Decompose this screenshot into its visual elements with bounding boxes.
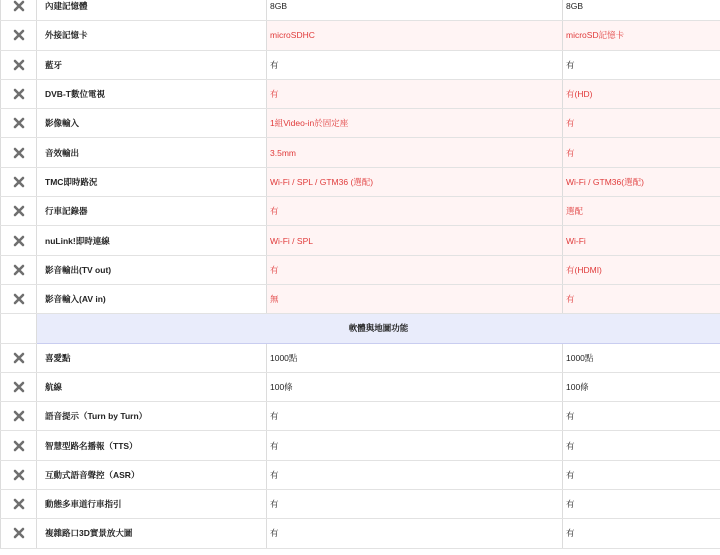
table-row — [1, 138, 720, 167]
spec-table-body — [1, 0, 720, 548]
remove-row-cell — [1, 343, 37, 372]
spec-value-product-a: 有 — [267, 79, 563, 108]
spec-label: 智慧型路名播報（TTS） — [37, 431, 267, 460]
remove-row-cell — [1, 79, 37, 108]
remove-row-cell — [1, 284, 37, 313]
spec-value-product-a: Wi-Fi / SPL / GTM36 (選配) — [267, 167, 563, 196]
spec-label: 喜愛點 — [37, 343, 267, 372]
remove-row-cell — [1, 314, 37, 343]
remove-row-cell — [1, 138, 37, 167]
table-row — [1, 21, 720, 50]
close-x-icon[interactable] — [13, 527, 25, 539]
spec-value-product-a: 有 — [267, 197, 563, 226]
close-x-icon[interactable] — [13, 29, 25, 41]
table-row — [1, 50, 720, 79]
close-x-icon[interactable] — [13, 205, 25, 217]
close-x-icon[interactable] — [13, 381, 25, 393]
spec-label: 行車記錄器 — [37, 197, 267, 226]
close-x-icon[interactable] — [13, 352, 25, 364]
spec-value-product-a: 8GB — [267, 0, 563, 21]
table-row — [1, 519, 720, 548]
remove-row-cell — [1, 402, 37, 431]
spec-value-product-b: 有 — [563, 490, 720, 519]
spec-value-product-b: 有 — [563, 109, 720, 138]
spec-value-product-b: microSD記憶卡 — [563, 21, 720, 50]
remove-row-cell — [1, 197, 37, 226]
spec-label: 影像輸入 — [37, 109, 267, 138]
close-x-icon[interactable] — [13, 59, 25, 71]
remove-row-cell — [1, 21, 37, 50]
spec-value-product-a: 100條 — [267, 372, 563, 401]
spec-value-product-b: 有 — [563, 402, 720, 431]
spec-value-product-b: 有 — [563, 460, 720, 489]
spec-value-product-b: 選配 — [563, 197, 720, 226]
table-row — [1, 197, 720, 226]
close-x-icon[interactable] — [13, 235, 25, 247]
spec-value-product-a: 有 — [267, 402, 563, 431]
close-x-icon[interactable] — [13, 410, 25, 422]
close-x-icon[interactable] — [13, 440, 25, 452]
spec-label: DVB-T數位電視 — [37, 79, 267, 108]
table-row — [1, 226, 720, 255]
spec-value-product-b: 8GB — [563, 0, 720, 21]
remove-row-cell — [1, 372, 37, 401]
table-row — [1, 372, 720, 401]
spec-value-product-b: 有(HDMI) — [563, 255, 720, 284]
close-x-icon[interactable] — [13, 176, 25, 188]
spec-value-product-b: 有 — [563, 431, 720, 460]
table-row — [1, 109, 720, 138]
table-row — [1, 460, 720, 489]
spec-label: 互動式語音聲控（ASR） — [37, 460, 267, 489]
spec-label: 動態多車道行車指引 — [37, 490, 267, 519]
spec-label: 語音提示（Turn by Turn） — [37, 402, 267, 431]
table-row — [1, 284, 720, 313]
close-x-icon[interactable] — [13, 469, 25, 481]
section-header-row — [1, 314, 720, 343]
spec-value-product-b: 100條 — [563, 372, 720, 401]
spec-label: 內建記憶體 — [37, 0, 267, 21]
spec-value-product-b: 有(HD) — [563, 79, 720, 108]
spec-label: 外接記憶卡 — [37, 21, 267, 50]
close-x-icon[interactable] — [13, 264, 25, 276]
spec-label: 複雜路口3D實景放大圖 — [37, 519, 267, 548]
spec-value-product-a: 有 — [267, 50, 563, 79]
spec-value-product-b: Wi-Fi / GTM36(選配) — [563, 167, 720, 196]
spec-label: 藍牙 — [37, 50, 267, 79]
spec-label: 航線 — [37, 372, 267, 401]
table-row — [1, 79, 720, 108]
spec-value-product-b: 有 — [563, 519, 720, 548]
spec-value-product-a: 3.5mm — [267, 138, 563, 167]
table-row — [1, 167, 720, 196]
table-row — [1, 343, 720, 372]
spec-value-product-b: 有 — [563, 50, 720, 79]
close-x-icon[interactable] — [13, 88, 25, 100]
remove-row-cell — [1, 255, 37, 284]
remove-row-cell — [1, 0, 37, 21]
close-x-icon[interactable] — [13, 498, 25, 510]
spec-label: TMC即時路況 — [37, 167, 267, 196]
spec-value-product-b: Wi-Fi — [563, 226, 720, 255]
spec-value-product-b: 1000點 — [563, 343, 720, 372]
remove-row-cell — [1, 431, 37, 460]
section-title: 軟體與地圖功能 — [37, 314, 720, 343]
close-x-icon[interactable] — [13, 147, 25, 159]
spec-value-product-b: 有 — [563, 138, 720, 167]
table-row — [1, 0, 720, 21]
remove-row-cell — [1, 490, 37, 519]
spec-value-product-b: 有 — [563, 284, 720, 313]
remove-row-cell — [1, 519, 37, 548]
spec-value-product-a: 1000點 — [267, 343, 563, 372]
remove-row-cell — [1, 226, 37, 255]
table-row — [1, 431, 720, 460]
remove-row-cell — [1, 460, 37, 489]
spec-value-product-a: 有 — [267, 431, 563, 460]
table-row — [1, 490, 720, 519]
spec-value-product-a: Wi-Fi / SPL — [267, 226, 563, 255]
close-x-icon[interactable] — [13, 117, 25, 129]
spec-value-product-a: 無 — [267, 284, 563, 313]
close-x-icon[interactable] — [13, 0, 25, 12]
spec-value-product-a: 有 — [267, 460, 563, 489]
table-row — [1, 402, 720, 431]
remove-row-cell — [1, 167, 37, 196]
spec-label: 影音輸入(AV in) — [37, 284, 267, 313]
spec-label: nuLink!即時連線 — [37, 226, 267, 255]
spec-value-product-a: 1組Video-in於固定座 — [267, 109, 563, 138]
remove-row-cell — [1, 109, 37, 138]
spec-label: 影音輸出(TV out) — [37, 255, 267, 284]
close-x-icon[interactable] — [13, 293, 25, 305]
spec-value-product-a: 有 — [267, 255, 563, 284]
remove-row-cell — [1, 50, 37, 79]
spec-label: 音效輸出 — [37, 138, 267, 167]
spec-value-product-a: microSDHC — [267, 21, 563, 50]
spec-value-product-a: 有 — [267, 519, 563, 548]
spec-value-product-a: 有 — [267, 490, 563, 519]
table-row — [1, 255, 720, 284]
